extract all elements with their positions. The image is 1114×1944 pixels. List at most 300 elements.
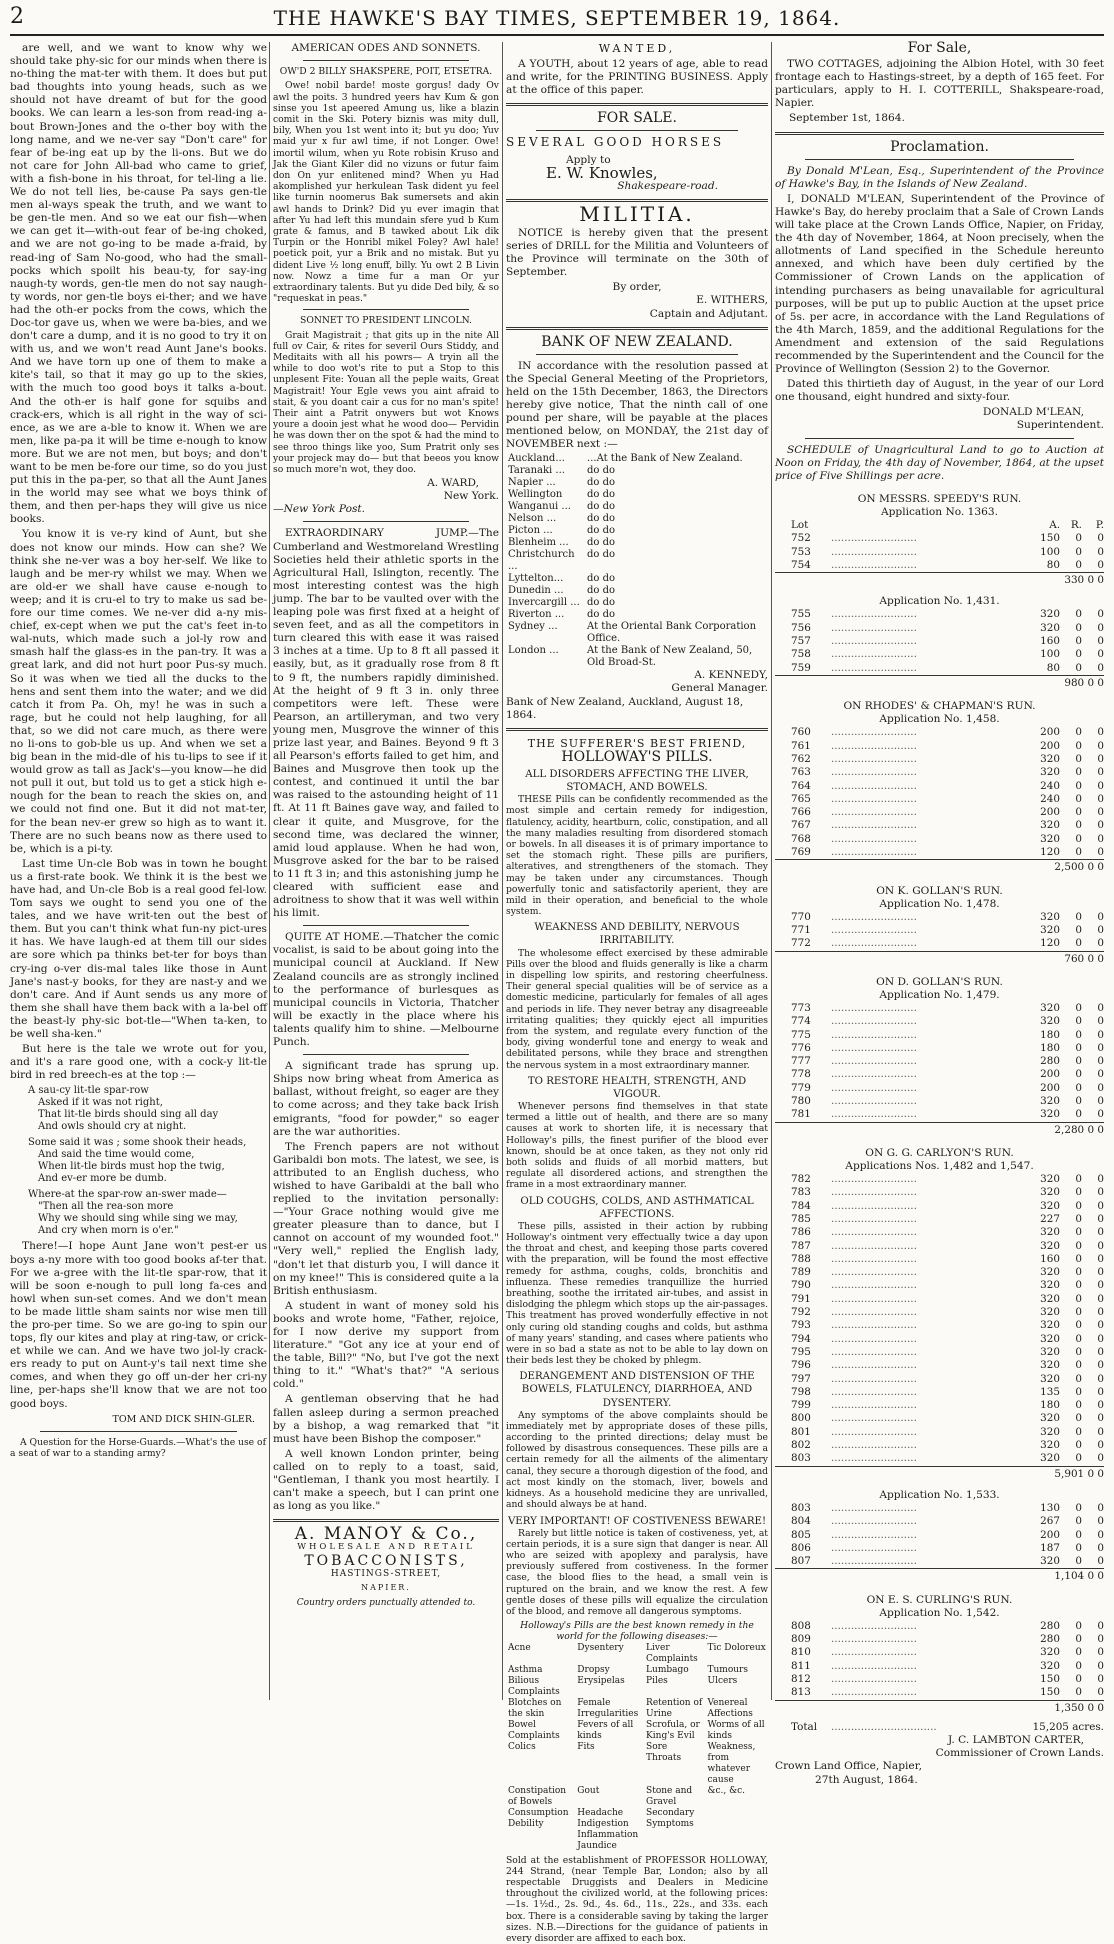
bank-branch-row: [506, 513, 768, 525]
horse-guards-footnote: A Question for the Horse-Guards.—What's the use of a seat of war to a standing army?: [10, 1436, 266, 1459]
bank-branch-row: [506, 453, 768, 465]
lot-roods: 0: [1075, 661, 1082, 674]
lot-number: 809: [791, 1633, 811, 1646]
disease-name: Retention of Urine: [646, 1697, 703, 1719]
column-rule: [771, 42, 772, 1700]
proclamation-signature: DONALD M'LEAN,: [982, 406, 1084, 419]
disease-name: Headache: [577, 1807, 624, 1818]
holloway-section-text: Rarely but little notice is taken of costiveness, yet, at certain periods, it is a sure sign that danger is near. All who are seized with apoplexy and paralysis, have previously suffered from costiveness. In the former case, the blood flies to the head, a small vein is ruptured on the brain, and we know the rest. A few gentle doses of these pills will equalize the circulation of the blood, and remove all dangerous symptoms.: [506, 1527, 768, 1618]
lot-perches: 0: [1097, 1252, 1104, 1265]
lot-row: [775, 546, 1104, 559]
lot-perches: 0: [1097, 1686, 1104, 1699]
lot-row: [775, 635, 1104, 648]
lot-number: 806: [791, 1541, 811, 1554]
lot-number: 768: [791, 832, 811, 845]
lot-number: 779: [791, 1081, 811, 1094]
lot-number: 762: [791, 752, 811, 765]
lot-acres: 320: [1040, 1095, 1060, 1108]
schedule-column-header: [775, 519, 1104, 532]
run-block: [775, 700, 1104, 874]
bank-branch-row: [506, 537, 768, 549]
cottages-date: September 1st, 1864.: [789, 112, 905, 125]
lot-roods: 0: [1075, 1412, 1082, 1425]
letter-body: [10, 42, 267, 1082]
bank-branch-row: [506, 489, 768, 501]
lot-acres: 320: [1040, 1452, 1060, 1465]
lot-row: [775, 1502, 1104, 1515]
branch-location: do do: [587, 549, 616, 561]
verse-line: Asked if it was not right,: [38, 1097, 163, 1109]
lot-leader: ..........................: [831, 1633, 917, 1646]
lot-number: 786: [791, 1226, 811, 1239]
disease-name: [706, 1830, 769, 1841]
lot-acres: 320: [1040, 752, 1060, 765]
lot-row: [775, 1306, 1104, 1319]
lot-acres: 320: [1040, 1173, 1060, 1186]
lot-perches: 0: [1097, 1279, 1104, 1292]
disease-name: Fevers of all kinds: [577, 1719, 634, 1741]
lot-row: [775, 740, 1104, 753]
lot-perches: 0: [1097, 1186, 1104, 1199]
lot-row: [775, 1253, 1104, 1266]
disease-row: [506, 1830, 768, 1841]
advert-town: NAPIER.: [361, 1582, 411, 1592]
lot-perches: 0: [1097, 1385, 1104, 1398]
lot-roods: 0: [1075, 846, 1082, 859]
branch-name: Dunedin ...: [508, 585, 564, 597]
lot-roods: 0: [1075, 792, 1082, 805]
lot-row: [775, 766, 1104, 779]
disease-name: [706, 1808, 769, 1819]
lot-row: [775, 1108, 1104, 1122]
lot-number: 810: [791, 1646, 811, 1659]
lot-row: [775, 1095, 1104, 1108]
lot-row: [775, 1646, 1104, 1659]
lot-acres: 100: [1040, 545, 1060, 558]
lot-perches: 0: [1097, 819, 1104, 832]
disease-row: [506, 1676, 768, 1698]
lot-number: 803: [791, 1501, 811, 1514]
lot-row: [775, 1333, 1104, 1346]
verse-line: When lit-tle birds must hop the twig,: [38, 1161, 225, 1173]
lot-row: [775, 911, 1104, 924]
lot-number: 764: [791, 779, 811, 792]
branch-name: Invercargill ...: [508, 597, 580, 609]
lot-leader: ..........................: [831, 1528, 917, 1541]
news-paragraph: QUITE AT HOME.—Thatcher the comic vocalist, is said to be about going into the municipal council at Auckland. If New Zealand councils are as strongly inclined to the performance of burlesques as municipal councils in Victoria, Thatcher will be exactly in the place where his talents qualify him to shine. —Melbourne Punch.: [273, 931, 499, 1049]
disease-name: Ulcers: [707, 1675, 738, 1686]
bank-branch-row: [506, 477, 768, 489]
lot-perches: 0: [1097, 1108, 1104, 1121]
lot-roods: 0: [1075, 1646, 1082, 1659]
disease-row: [506, 1808, 768, 1819]
lot-row: [775, 1319, 1104, 1332]
lot-row: [775, 1055, 1104, 1068]
lot-perches: 0: [1097, 1306, 1104, 1319]
lot-number: 795: [791, 1345, 811, 1358]
run-block: [775, 595, 1104, 690]
cottages-text: TWO COTTAGES, adjoining the Albion Hotel, with 30 feet frontage each to Hastings-street, by a depth of 165 feet. For particulars, apply to H. I. COTTERILL, Shakspeare-road, Napier.: [775, 58, 1104, 110]
lot-row: [775, 1240, 1104, 1253]
run-lots-table: [775, 1002, 1104, 1137]
verse-line: Some said it was ; some shook their heads,: [28, 1137, 247, 1149]
lot-roods: 0: [1075, 806, 1082, 819]
disease-name: [506, 1830, 575, 1841]
lot-perches: 0: [1097, 832, 1104, 845]
bank-branch-row: [506, 597, 768, 609]
lot-number: 752: [791, 532, 811, 545]
lot-acres: 320: [1040, 1439, 1060, 1451]
lot-row: [775, 726, 1104, 739]
lot-leader: ..........................: [831, 1555, 917, 1568]
lot-row: [775, 937, 1104, 951]
run-lots-table: [775, 532, 1104, 587]
lot-leader: ..........................: [831, 648, 917, 661]
advert-street: HASTINGS-STREET,: [330, 1568, 442, 1579]
verse-line: "Then all the rea-son more: [38, 1201, 174, 1213]
lot-leader: ..........................: [831, 1385, 917, 1398]
lot-perches: 0: [1097, 1555, 1104, 1568]
lot-row: [775, 1359, 1104, 1372]
lot-leader: ..........................: [831, 608, 917, 621]
lot-perches: 0: [1097, 1081, 1104, 1094]
lot-row: [775, 806, 1104, 819]
lot-number: 793: [791, 1319, 811, 1332]
branch-name: Picton ...: [508, 525, 553, 537]
bank-branch-row: [506, 573, 768, 585]
verse-line: And said the time would come,: [38, 1149, 195, 1161]
disease-name: [644, 1841, 705, 1852]
lot-acres: 100: [1040, 648, 1060, 661]
lot-leader: ..........................: [831, 1306, 917, 1319]
run-block: [775, 885, 1104, 966]
lot-acres: 227: [1040, 1212, 1060, 1225]
lot-leader: ..........................: [831, 1359, 917, 1372]
lot-perches: 0: [1097, 1292, 1104, 1305]
lot-leader: ..........................: [831, 924, 917, 937]
lot-perches: 0: [1097, 545, 1104, 558]
news-paragraph: A student in want of money sold his books and wrote home, "Father, rejoice, for I now derive my support from literature." "Got any ice at your end of the table, Bill?" "No, but I've got the next thing to it." "What's that?" "A serious cold.": [273, 1299, 499, 1391]
for-sale-heading: FOR SALE.: [597, 110, 677, 127]
lot-acres: 320: [1040, 1186, 1060, 1199]
lot-row: [775, 924, 1104, 937]
disease-name: Worms of all kinds: [707, 1719, 765, 1741]
run-total: 1,350 0 0: [1018, 1700, 1104, 1715]
lot-acres: 240: [1040, 779, 1060, 792]
lot-acres: 320: [1040, 621, 1060, 634]
lot-acres: 320: [1040, 1345, 1060, 1358]
lot-acres: 320: [1040, 1002, 1060, 1014]
lot-leader: ..........................: [831, 1319, 917, 1332]
column-1: [10, 42, 267, 1700]
ode-text: Owe! nobil barde! moste gorgus! dady Ov awl the poits. 3 hundred yeers hav Kum & gon sinse you 1st apeered Amung us, like a blazin comit in the Ski. Potery biznis was mity dull, bily, When you 1st went into it; but yu doo; Yuv maid yur x fur awl time, if not Longer. Owe! imortil wilum, when yu Rote robisin Kruso and Jak the Giant Kiler did no vizuns or futur faim don On yur enlitened mind? When yu Had akomplished yur herkulean Task dident yu feel like turnin noomerus Bak sumersets and akin awl hands to Drink? Did yu ever imagin that after Yu had left this mundain sfere yud b Kum grate & famus, and B tawked about Lik dik Turpin or the Honribl mikel Foley? Awl hale! poetick poit, yur a Brik and no mistak. But yu dident Live ½ long enuff, billy. Yu owt 2 B Livin now. Nowz a time fur a man Or yur extraordinary talents. But yu dide Ded bily, & so "requeskat in peas.": [273, 80, 499, 305]
lot-number: 758: [791, 648, 811, 661]
lot-roods: 0: [1075, 1372, 1082, 1385]
news-paragraph: A well known London printer, being called on to reply to a toast, said, "Gentleman, I thank you most heartily. I can't make a speech, but I can print one as long as you like.": [273, 1447, 499, 1513]
lot-leader: ..........................: [831, 752, 917, 765]
disease-name: [506, 1841, 575, 1852]
proclamation-role: Superintendent.: [1016, 419, 1104, 432]
disease-name: Erysipelas: [577, 1675, 625, 1686]
lot-acres: 160: [1040, 635, 1060, 648]
lot-leader: ..........................: [831, 1002, 917, 1014]
run-total-row: [775, 860, 1104, 875]
lot-acres: 320: [1040, 1266, 1060, 1279]
holloway-section-heading: ALL DISORDERS AFFECTING THE LIVER, STOMACH, AND BOWELS.: [525, 768, 749, 793]
news-paragraph: The French papers are not without Garibaldi bon mots. The latest, we see, is attributed to an English duchess, who wished to have Garibaldi at the ball who replied to the invitation personally:—"Your Grace nothing would give me greater pleasure than to dance, but I cannot on account of my wounded foot." "Very well," replied the English lady, "don't let that disturb you, I will dance it on my knee!" This is considered quite a la British enthusiasm.: [273, 1140, 499, 1297]
lot-perches: 0: [1097, 1212, 1104, 1225]
bank-role: General Manager.: [671, 682, 768, 695]
lot-row: [775, 833, 1104, 846]
lot-number: 772: [791, 937, 811, 950]
branch-location: do do: [587, 525, 616, 537]
lot-acres: 150: [1040, 532, 1060, 545]
run-name: ON D. GOLLAN'S RUN.: [876, 975, 1003, 988]
odes-heading: AMERICAN ODES AND SONNETS.: [291, 42, 481, 54]
branch-location: do do: [587, 465, 616, 477]
proclamation-heading: Proclamation.: [890, 138, 989, 155]
lot-number: 797: [791, 1372, 811, 1385]
disease-row: [506, 1720, 768, 1742]
branch-name: Nelson ...: [508, 513, 557, 525]
lot-perches: 0: [1097, 1501, 1104, 1514]
branch-location: do do: [587, 477, 616, 489]
run-application: Application No. 1363.: [881, 505, 998, 518]
column-2: [273, 42, 499, 1700]
lot-acres: 320: [1040, 1306, 1060, 1319]
disease-name: Inflammation: [577, 1829, 639, 1840]
lot-roods: 0: [1075, 1501, 1082, 1514]
disease-name: Secondary: [646, 1807, 695, 1818]
run-total-row: [775, 1700, 1104, 1715]
column-rule: [269, 42, 270, 1700]
grand-total-label: Total: [791, 1720, 818, 1733]
holloway-section-heading: WEAKNESS AND DEBILITY, NERVOUS IRRITABILITY.: [534, 922, 740, 947]
lot-leader: ..........................: [831, 1412, 917, 1425]
lot-number: 794: [791, 1332, 811, 1345]
lot-roods: 0: [1075, 1212, 1082, 1225]
lot-acres: 320: [1040, 1319, 1060, 1332]
run-total-row: [775, 951, 1104, 966]
bank-branch-row: [506, 585, 768, 597]
lot-row: [775, 648, 1104, 661]
disease-name: Symptoms: [646, 1818, 694, 1829]
lot-number: 766: [791, 806, 811, 819]
lot-number: 778: [791, 1068, 811, 1081]
lot-row: [775, 1515, 1104, 1528]
advert-note: Country orders punctually attended to.: [296, 1597, 476, 1608]
lot-roods: 0: [1075, 1633, 1082, 1646]
lot-roods: 0: [1075, 1239, 1082, 1252]
disease-row: [506, 1742, 768, 1786]
lot-leader: ..........................: [831, 1619, 917, 1632]
lot-leader: ..........................: [831, 832, 917, 845]
lot-number: 785: [791, 1212, 811, 1225]
lot-acres: 120: [1040, 846, 1060, 859]
lot-perches: 0: [1097, 1015, 1104, 1028]
news-items: [273, 527, 499, 1513]
branch-location: ...At the Bank of New Zealand.: [587, 453, 743, 465]
lot-perches: 0: [1097, 1452, 1104, 1465]
branch-name: Christchurch ...: [508, 549, 575, 573]
lot-leader: ..........................: [831, 1252, 917, 1265]
lot-row: [775, 1373, 1104, 1386]
lot-acres: 200: [1040, 739, 1060, 752]
lot-perches: 0: [1097, 635, 1104, 648]
letter-paragraph: are well, and we want to know why we should take phy-sic for our minds when there is no-thing the mat-ter with them. It does but put bad thoughts into young heads, such as we should not have dreamt of but for the good books. We can learn a les-son from read-ing a-bout Brown-Jones and the o-ther boy with the long name, and we ne-ver say "Don't care" for fear of be-ing eat up by the li-ons. But we do not care for John All-bad who came to grief, with a fish-bone in his throat, for tel-ling a lie. We do not tell lies, be-cause Pa says gen-tle men al-ways speak the truth, and we want to be gen-tle men. And so we eat our fish—when we can get it—with-out fear of be-ing choked, and we are not go-ing to be made a-fraid, by read-ing of Sam No-good, who had the small-pocks which spoilt his beau-ty, for say-ing naugh-ty words, gen-tle men do not say naugh-ty words, nor gen-tle boys ei-ther; and we have had the oth-er pocks from the cows, which the Doc-tor gave us, when we were ba-bies, and we don't care a dump, and it is no good to try it on with us, and we won't read Aunt Jane's books. And we have torn up one of them to make a kite's tail, so that it may go up to the skies, with the much too good boys it talks a-bout. And the oth-er is half gone for squibs and crack-ers, which is all right in the way of sci-ence, as we are a-ble to know it. When we are men, like pa-pa it will be time e-nough to know more. But we are not men, but boys; and don't want to be men be-fore our time, so do you just put this in the pa-per, so that all the Aunt Janes in the world may see what we boys think of them, and then per-haps they will give us nice books.: [10, 42, 267, 526]
run-total: 1,104 0 0: [1018, 1569, 1104, 1584]
proclamation-dated: Dated this thirtieth day of August, in the year of our Lord one thousand, eight hundred and sixty-four.: [775, 378, 1104, 404]
militia-officer: E. WITHERS,: [696, 294, 768, 307]
bank-branches-table: [506, 453, 768, 669]
lot-acres: 320: [1040, 1372, 1060, 1385]
lot-row: [775, 1029, 1104, 1042]
lot-roods: 0: [1075, 648, 1082, 661]
lot-row: [775, 1082, 1104, 1095]
branch-name: Lyttelton...: [508, 573, 564, 585]
lot-row: [775, 1279, 1104, 1292]
news-paragraph: EXTRAORDINARY JUMP.—The Cumberland and Westmoreland Wrestling Societies held their athletic sports in the Agricultural Hall, Islington, recently. The most interesting contest was the high jump. The bar to be vaulted over with the leaping pole was first fixed at a height of seven feet, and as all the competitors in turn cleared this with ease it was raised 3 inches at a time. Up to 8 ft all passed it easily, but, as it gradually rose from 8 ft to 9 ft, the numbers rapidly diminished. At the height of 9 ft 3 in. only three competitors were left. These were Pearson, an artilleryman, and two very young men, Musgrove the winner of this prize last year, and Baines. Beyond 9 ft 3 all Pearson's efforts failed to get him, and Baines and Musgrove then took up the contest, and continued it until the bar was raised to the astounding height of 11 ft. At 11 ft Baines gave way, and failed to clear it quite, and Musgrove, for the second time, was declared the winner, amid loud applause. When he had won, Musgrove asked for the bar to be raised to 11 ft 3 in; and this astonishing jump he cleared with sufficient ease and adroitness to show that it was well within his limit.: [273, 527, 499, 920]
sonnet-location: New York.: [443, 490, 499, 503]
holloway-section-heading: OLD COUGHS, COLDS, AND ASTHMATICAL AFFECTIONS.: [520, 1195, 754, 1220]
branch-location: At the Bank of New Zealand, 50, Old Broad-St.: [587, 645, 753, 669]
run-application: Application No. 1,542.: [879, 1606, 1000, 1619]
lot-row: [775, 819, 1104, 832]
holloway-section-text: THESE Pills can be confidently recommended as the most simple and certain remedy for indigestion, flatulency, acidity, heartburn, colic, constipation, and all the many maladies resulting from disordered stomach or bowels. In all diseases it is of primary importance to set the stomach right. These pills are purifiers, alteratives, and strengtheners of the stomach. They may be taken under any circumstances. Though powerfully tonic and satisfactorily aperient, they are mild in their operation, and beneficial to the whole system.: [506, 794, 768, 918]
lot-roods: 0: [1075, 1385, 1082, 1398]
branch-location: do do: [587, 597, 616, 609]
lot-perches: 0: [1097, 608, 1104, 621]
disease-name: Bilious Complaints: [508, 1675, 560, 1697]
lot-acres: 320: [1040, 819, 1060, 832]
lot-leader: ..........................: [831, 1673, 917, 1686]
lot-roods: 0: [1075, 1108, 1082, 1121]
lot-leader: ..........................: [831, 1646, 917, 1659]
lot-perches: 0: [1097, 1239, 1104, 1252]
disease-name: Tic Doloreux: [707, 1642, 766, 1653]
lot-acres: 320: [1040, 1108, 1060, 1121]
lot-roods: 0: [1075, 1002, 1082, 1014]
branch-name: Taranaki ...: [508, 465, 565, 477]
lot-leader: ..........................: [831, 739, 917, 752]
lot-acres: 320: [1040, 1226, 1060, 1239]
lot-acres: 320: [1040, 1279, 1060, 1292]
lot-perches: 0: [1097, 1095, 1104, 1108]
manoy-advert: [273, 1524, 499, 1610]
bank-branch-row: [506, 609, 768, 621]
lot-number: 757: [791, 635, 811, 648]
commissioner-name: J. C. LAMBTON CARTER,: [947, 1734, 1084, 1747]
lot-roods: 0: [1075, 726, 1082, 739]
lot-perches: 0: [1097, 1439, 1104, 1451]
lot-row: [775, 662, 1104, 676]
disease-row: [506, 1786, 768, 1808]
lot-acres: 80: [1046, 661, 1060, 674]
sonnet-source: —New York Post.: [273, 503, 366, 516]
disease-name: Weakness, from whatever cause: [707, 1741, 756, 1785]
lot-acres: 160: [1040, 1252, 1060, 1265]
lot-roods: 0: [1075, 1359, 1082, 1372]
lot-roods: 0: [1075, 1425, 1082, 1438]
run-lots-table: [775, 1502, 1104, 1584]
branch-location: do do: [587, 537, 616, 549]
lot-acres: 187: [1040, 1541, 1060, 1554]
lot-perches: 0: [1097, 1055, 1104, 1068]
disease-name: Indigestion: [577, 1818, 629, 1829]
lot-perches: 0: [1097, 1659, 1104, 1672]
holloway-tagline: THE SUFFERER'S BEST FRIEND,: [527, 736, 747, 750]
bank-address: Bank of New Zealand, Auckland, August 18, 1864.: [506, 695, 744, 721]
lot-number: 761: [791, 739, 811, 752]
disease-row: [506, 1841, 768, 1852]
lot-perches: 0: [1097, 752, 1104, 765]
lot-leader: ..........................: [831, 1239, 917, 1252]
lot-leader: ..........................: [831, 1439, 917, 1451]
lot-roods: 0: [1075, 752, 1082, 765]
lot-number: 780: [791, 1095, 811, 1108]
lot-perches: 0: [1097, 1332, 1104, 1345]
disease-name: Sore Throats: [646, 1741, 682, 1763]
militia-heading: MILITIA.: [579, 201, 695, 226]
lot-leader: ..........................: [831, 545, 917, 558]
run-name: ON RHODES' & CHAPMAN'S RUN.: [843, 700, 1036, 713]
lot-roods: 0: [1075, 1199, 1082, 1212]
lot-roods: 0: [1075, 1528, 1082, 1541]
lot-perches: 0: [1097, 1528, 1104, 1541]
lot-perches: 0: [1097, 1199, 1104, 1212]
lot-roods: 0: [1075, 1292, 1082, 1305]
lot-roods: 0: [1075, 937, 1082, 950]
lot-perches: 0: [1097, 766, 1104, 779]
holloway-section-text: These pills, assisted in their action by rubbing Holloway's ointment very effectually twice a day upon the throat and chest, and keeping those parts covered with the preparation, will be found the most effective remedy for asthma, coughs, colds, bronchitis and influenza. These remedies tranquillize the hurried breathing, soothe the irritated air-tubes, and assist in dislodging the phlegm which stops up the air-passages. This treatment has proved wonderfully effective in not only curing old standing coughs and colds, but asthma of many years' standing, and cases where patients who were in so bad a state as not to be able to lay down on their beds lest they be choked by phlegm.: [506, 1220, 768, 1367]
lot-leader: ..........................: [831, 558, 917, 571]
lot-perches: 0: [1097, 1266, 1104, 1279]
lot-acres: 320: [1040, 1425, 1060, 1438]
disease-row: [506, 1698, 768, 1720]
lot-row: [775, 1660, 1104, 1673]
lot-row: [775, 1386, 1104, 1399]
letter-signature: TOM AND DICK SHIN-GLER.: [112, 1413, 255, 1425]
ode-title: OW'D 2 BILLY SHAKSPERE, POIT, ETSETRA.: [279, 66, 493, 78]
lot-perches: 0: [1097, 1345, 1104, 1358]
lot-leader: ..........................: [831, 1266, 917, 1279]
run-total-row: [775, 1569, 1104, 1584]
lot-row: [775, 1542, 1104, 1555]
lot-leader: ..........................: [831, 1372, 917, 1385]
lot-leader: ..........................: [831, 635, 917, 648]
lot-leader: ..........................: [831, 1279, 917, 1292]
lot-number: 804: [791, 1515, 811, 1528]
verse-line: And ev-er more be dumb.: [38, 1173, 167, 1185]
lot-perches: 0: [1097, 1425, 1104, 1438]
lot-acres: 320: [1040, 924, 1060, 937]
lot-perches: 0: [1097, 1541, 1104, 1554]
lot-acres: 320: [1040, 1359, 1060, 1372]
lot-roods: 0: [1075, 1399, 1082, 1412]
lot-perches: 0: [1097, 792, 1104, 805]
lot-perches: 0: [1097, 1041, 1104, 1054]
branch-location: do do: [587, 513, 616, 525]
advert-name: A. MANOY & Co.,: [294, 1524, 478, 1545]
newspaper-title: THE HAWKE'S BAY TIMES, SEPTEMBER 19, 1864.: [273, 6, 841, 30]
lot-roods: 0: [1075, 545, 1082, 558]
run-lots-table: [775, 608, 1104, 690]
holloway-footer: Sold at the establishment of PROFESSOR HOLLOWAY, 244 Strand, (near Temple Bar, London; also by all respectable Druggists and Dealers in Medicine throughout the civilized world, at the following prices:—1s. 1½d., 2s. 9d., 4s. 6d., 11s., 22s., and 33s. each box. There is a considerable saving by taking the larger sizes. N.B.—Directions for the guidance of patients in every disorder are affixed to each box.: [506, 1854, 768, 1944]
lot-leader: ..........................: [831, 1173, 917, 1186]
commissioner-office: Crown Land Office, Napier,: [775, 1760, 922, 1773]
run-total-row: [775, 1466, 1104, 1481]
lot-number: 808: [791, 1619, 811, 1632]
